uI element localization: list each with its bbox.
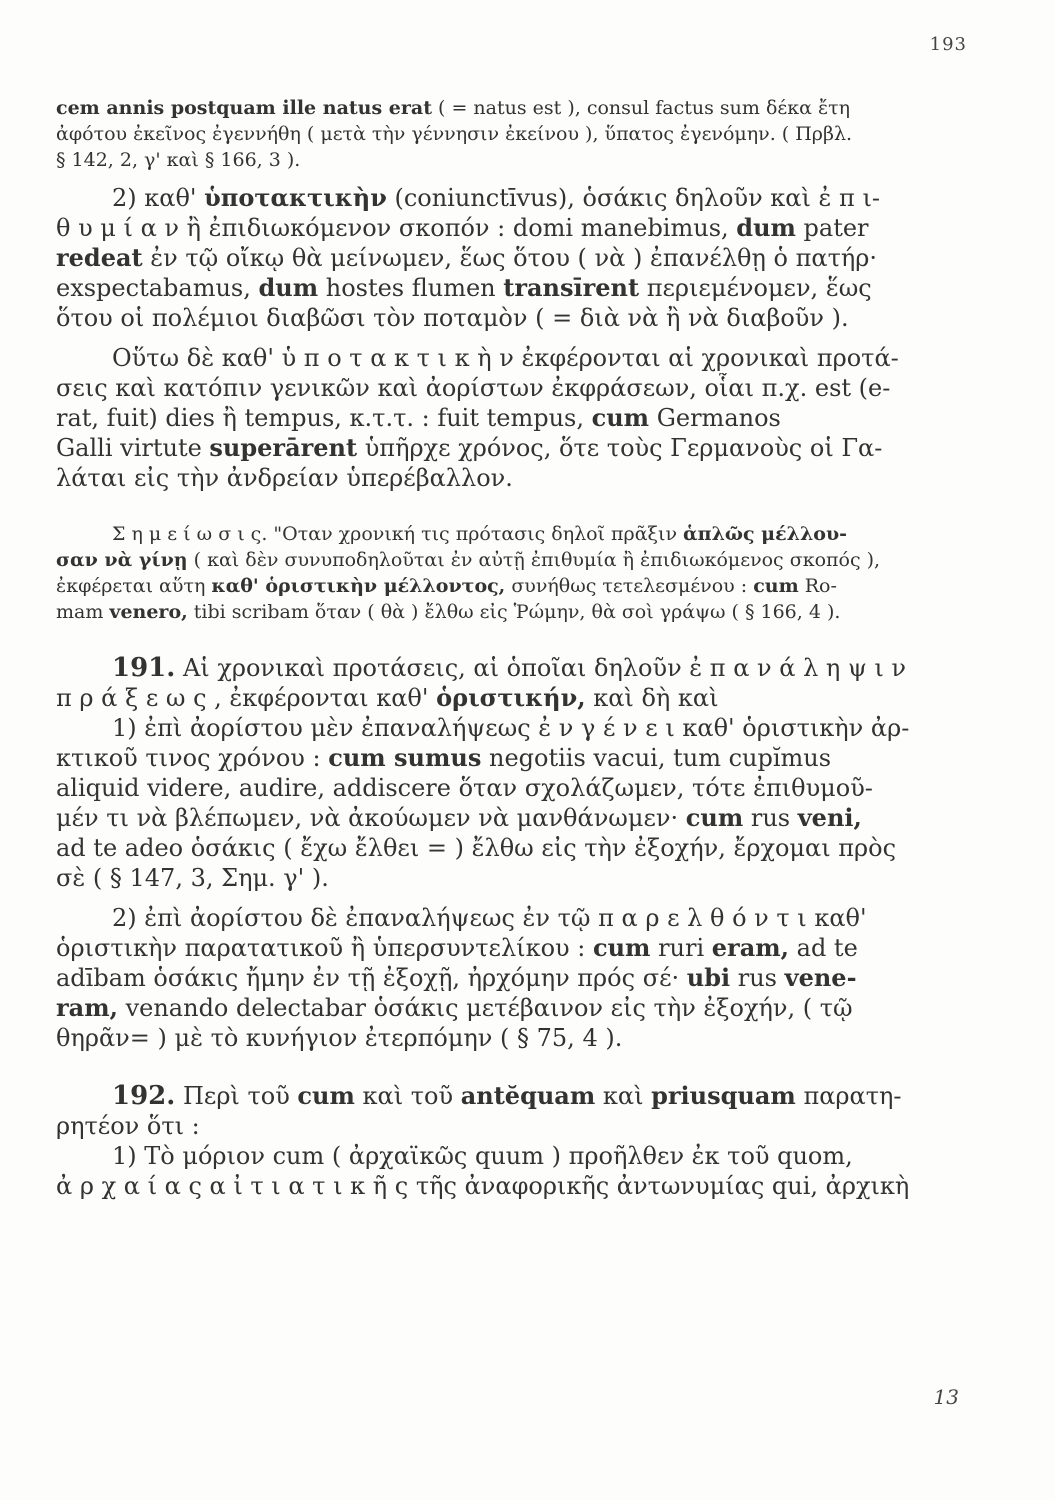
bold-run: vene-: [784, 963, 857, 992]
text-line: [56, 243, 961, 273]
section-number: 192.: [112, 1081, 176, 1111]
text-run: mam: [56, 601, 110, 623]
paragraph-p6: [56, 903, 961, 1053]
text-line: [56, 1111, 961, 1141]
page-body: [56, 95, 961, 1201]
text-line: [56, 713, 961, 743]
text-run: hostes flumen: [318, 274, 504, 302]
paragraph-gap: [56, 173, 961, 183]
text-run: ὁριστικὴν παρατατικοῦ ἢ ὑπερσυντελίκου :: [56, 934, 593, 962]
text-run: θηρᾶν= ) μὲ τὸ κυνήγιον ἐτερπόμην ( § 75, 4 ).: [56, 1024, 623, 1052]
text-run: ἀ ρ χ α ί α ς α ἰ τ ι α τ ι κ ῆ ς τῆς ἀναφορικῆς ἀντωνυμίας qui, ἀρχικὴ: [56, 1172, 910, 1200]
text-run: σεις καὶ κατόπιν γενικῶν καὶ ἀορίστων ἐκφράσεων, οἷαι π.χ. est (e-: [56, 374, 891, 402]
text-run: συνήθως τετελεσμένου :: [505, 575, 754, 597]
text-line: [56, 213, 961, 243]
paragraph-p5: [56, 653, 961, 893]
bold-run: eram,: [711, 933, 789, 962]
text-line: [56, 1023, 961, 1053]
text-run: Περὶ τοῦ: [175, 1082, 298, 1110]
text-run: tibi scribam ὅταν ( θὰ ) ἔλθω εἰς Ῥώμην, θὰ σοὶ γράψω ( § 166, 4 ).: [187, 601, 841, 623]
text-line: [56, 903, 961, 933]
text-line: [56, 463, 961, 493]
text-run: ἀφότου ἐκεῖνος ἐγεννήθη ( μετὰ τὴν γέννησιν ἐκείνου ), ὕπατος ἐγενόμην. ( Πρβλ.: [56, 123, 853, 145]
paragraph-gap: [56, 333, 961, 343]
text-run: ad te adeo ὁσάκις ( ἔχω ἔλθει = ) ἔλθω εἰς τὴν ἐξοχήν, ἔρχομαι πρὸς: [56, 834, 897, 862]
paragraph-gap: [56, 893, 961, 903]
text-run: κτικοῦ τινος χρόνου :: [56, 744, 329, 772]
text-line: [56, 433, 961, 463]
bold-run: priusquam: [651, 1081, 796, 1110]
text-run: θ υ μ ί α ν ἢ ἐπιδιωκόμενον σκοπόν : domi manebimus,: [56, 214, 737, 242]
text-run: Οὕτω δὲ καθ' ὑ π ο τ α κ τ ι κ ὴ ν ἐκφέρονται αἱ χρονικαὶ προτά-: [112, 344, 899, 372]
text-line: [56, 599, 961, 625]
bold-run: ram,: [56, 993, 118, 1022]
text-line: [56, 521, 961, 547]
text-line: [56, 963, 961, 993]
bold-run: καθ' ὁριστικὴν μέλλοντος,: [211, 575, 506, 597]
page-number: 193: [929, 34, 967, 55]
text-line: [56, 147, 961, 173]
text-run: Σ η μ ε ί ω σ ι ς. "Οταν χρονική τις πρότασις δηλοῖ πρᾶξιν: [112, 523, 684, 545]
text-run: negotiis vacui, tum cupĭmus: [481, 744, 832, 772]
bold-run: cum: [753, 575, 799, 597]
bold-run: cum sumus: [328, 743, 482, 772]
text-line: [56, 547, 961, 573]
text-run: καὶ: [595, 1082, 652, 1110]
text-line: [56, 273, 961, 303]
text-run: rus: [730, 964, 785, 992]
text-run: venando delectabar ὁσάκις μετέβαινον εἰς τὴν ἐξοχήν, ( τῷ: [117, 994, 853, 1022]
text-run: καὶ τοῦ: [354, 1082, 461, 1110]
bold-run: ὁριστικήν,: [436, 683, 586, 712]
bold-run: ubi: [686, 963, 731, 992]
text-line: [56, 343, 961, 373]
text-line: [56, 863, 961, 893]
bold-run: antĕquam: [460, 1081, 596, 1110]
text-line: [56, 833, 961, 863]
signature-mark: 13: [933, 1385, 959, 1409]
text-run: Ro-: [798, 575, 837, 597]
text-line: [56, 1081, 961, 1111]
bold-run: dum: [736, 213, 796, 242]
text-line: [56, 803, 961, 833]
text-run: ad te: [789, 934, 858, 962]
text-line: [56, 743, 961, 773]
text-run: (coniunctīvus), ὁσάκις δηλοῦν καὶ ἐ π ι-: [386, 184, 880, 212]
text-run: ἐν τῷ οἴκῳ θὰ μείνωμεν, ἕως ὅτου ( νὰ ) ἐπανέλθῃ ὁ πατήρ·: [142, 244, 877, 272]
bold-run: cum: [297, 1081, 355, 1110]
paragraph-p2: [56, 183, 961, 333]
bold-run: veni,: [797, 803, 862, 832]
text-run: λάται εἰς τὴν ἀνδρείαν ὑπερέβαλλον.: [56, 464, 513, 492]
text-run: ἐκφέρεται αὕτη: [56, 575, 212, 597]
text-line: [56, 1171, 961, 1201]
paragraph-p7: [56, 1081, 961, 1201]
bold-run: σαν νὰ γίνῃ: [56, 549, 188, 571]
text-line: [56, 683, 961, 713]
text-run: 1) Τὸ μόριον cum ( ἀρχαϊκῶς quum ) προῆλθεν ἐκ τοῦ quom,: [112, 1142, 853, 1170]
text-run: exspectabamus,: [56, 274, 259, 302]
text-run: ( καὶ δὲν συνυποδηλοῦται ἐν αὐτῇ ἐπιθυμία ἢ ἐπιδιωκόμενος σκοπός ),: [187, 549, 881, 571]
text-run: ὅτου οἱ πολέμιοι διαβῶσι τὸν ποταμὸν ( = διὰ νὰ ἢ νὰ διαβοῦν ).: [56, 304, 849, 332]
text-run: μέν τι νὰ βλέπωμεν, νὰ ἀκούωμεν νὰ μανθάνωμεν·: [56, 804, 686, 832]
text-line: [56, 993, 961, 1023]
text-run: π ρ ά ξ ε ω ς , ἐκφέρονται καθ': [56, 684, 437, 712]
text-line: [56, 933, 961, 963]
paragraph-p1: [56, 95, 961, 173]
text-run: Galli virtute: [56, 434, 210, 462]
bold-run: venero,: [109, 601, 188, 623]
text-run: ὑπῆρχε χρόνος, ὅτε τοὺς Γερμανοὺς οἱ Γα-: [357, 434, 883, 462]
bold-run: dum: [258, 273, 319, 302]
bold-run: transīrent: [503, 273, 640, 302]
paragraph-gap: [56, 493, 961, 521]
text-line: [56, 373, 961, 403]
text-line: [56, 1141, 961, 1171]
paragraph-gap: [56, 625, 961, 653]
section-number: 191.: [112, 653, 176, 683]
text-run: παρατη-: [795, 1082, 902, 1110]
text-line: [56, 573, 961, 599]
bold-run: ὑποτακτικὴν: [204, 183, 387, 212]
bold-run: cum: [685, 803, 744, 832]
text-run: adībam ὁσάκις ἤμην ἐν τῇ ἐξοχῇ, ἠρχόμην πρός σέ·: [56, 964, 687, 992]
text-run: § 142, 2, γ' καὶ § 166, 3 ).: [56, 149, 301, 171]
paragraph-p3: [56, 343, 961, 493]
text-run: rat, fuit) dies ἢ tempus, κ.τ.τ. : fuit tempus,: [56, 404, 592, 432]
bold-run: cum: [592, 933, 651, 962]
text-run: σὲ ( § 147, 3, Σημ. γ' ).: [56, 864, 329, 892]
text-run: περιεμένομεν, ἕως: [639, 274, 872, 302]
bold-run: cum: [591, 403, 650, 432]
text-run: 2) ἐπὶ ἀορίστου δὲ ἐπαναλήψεως ἐν τῷ π α ρ ε λ θ ό ν τ ι καθ': [112, 904, 867, 932]
text-line: [56, 303, 961, 333]
bold-run: superārent: [209, 433, 358, 462]
text-line: [56, 773, 961, 803]
bold-run: ἁπλῶς μέλλου-: [683, 523, 848, 545]
text-line: [56, 95, 961, 121]
text-run: rus: [743, 804, 798, 832]
text-run: Αἱ χρονικαὶ προτάσεις, αἱ ὁποῖαι δηλοῦν ἐ π α ν ά λ η ψ ι ν: [175, 654, 907, 682]
text-line: [56, 403, 961, 433]
text-run: aliquid videre, audire, addiscere ὅταν σχολάζωμεν, τότε ἐπιθυμοῦ-: [56, 774, 873, 802]
text-run: Germanos: [649, 404, 781, 432]
text-run: 2) καθ': [112, 184, 205, 212]
bold-run: cem annis postquam ille natus erat: [56, 97, 432, 119]
paragraph-p4: [56, 521, 961, 625]
text-run: ρητέον ὅτι :: [56, 1112, 200, 1140]
bold-run: redeat: [56, 243, 143, 272]
paragraph-gap: [56, 1053, 961, 1081]
text-run: ruri: [650, 934, 712, 962]
text-run: pater: [795, 214, 869, 242]
text-line: [56, 183, 961, 213]
text-run: καὶ δὴ καὶ: [585, 684, 719, 712]
text-run: 1) ἐπὶ ἀορίστου μὲν ἐπαναλήψεως ἐ ν γ έ ν ε ι καθ' ὁριστικὴν ἀρ-: [112, 714, 910, 742]
text-line: [56, 653, 961, 683]
text-line: [56, 121, 961, 147]
text-run: ( = natus est ), consul factus sum δέκα ἔτη: [431, 97, 851, 119]
